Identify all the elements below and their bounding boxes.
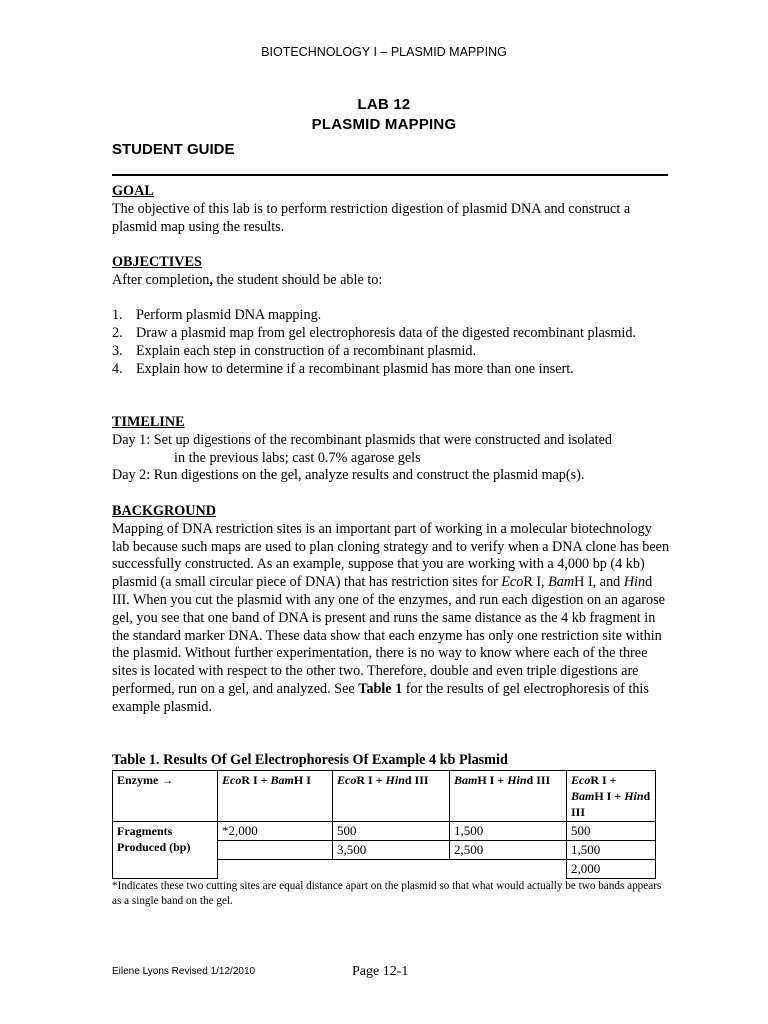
enzyme-text: H I + bbox=[594, 788, 625, 803]
table-cell: 2,000 bbox=[567, 859, 656, 878]
column-header bbox=[333, 770, 450, 821]
table-header-row bbox=[113, 770, 656, 821]
objective-number: 4. bbox=[112, 360, 123, 377]
background-text-5: for the results of gel electrophoresis of this example plasmid. bbox=[112, 680, 649, 715]
objective-text: Draw a plasmid map from gel electrophoresis data of the digested recombinant plasmid. bbox=[136, 325, 636, 342]
enzyme-italic: Eco bbox=[571, 772, 591, 787]
enzyme-bam: Bam bbox=[548, 574, 575, 591]
results-table bbox=[112, 770, 656, 879]
table-cell bbox=[218, 859, 333, 878]
background-text-2: R I, bbox=[523, 574, 549, 591]
enzyme-italic: Bam bbox=[270, 772, 294, 787]
table-cell: 500 bbox=[333, 821, 450, 840]
objective-item bbox=[112, 343, 672, 361]
table-cell bbox=[218, 840, 333, 859]
table-cell: 1,500 bbox=[450, 821, 567, 840]
objective-text: Perform plasmid DNA mapping. bbox=[136, 307, 322, 324]
enzyme-italic: Bam bbox=[454, 772, 478, 787]
lab-title bbox=[0, 95, 768, 135]
row-label: Fragments Produced (bp) bbox=[113, 821, 218, 878]
objectives-list bbox=[112, 307, 672, 378]
table-cell bbox=[333, 859, 450, 878]
enzyme-header: Enzyme → bbox=[113, 770, 218, 821]
timeline-day2: Day 2: Run digestions on the gel, analyze results and construct the plasmid map(s). bbox=[112, 467, 585, 484]
title-divider bbox=[112, 174, 668, 176]
enzyme-text: H I + bbox=[477, 772, 508, 787]
column-header bbox=[218, 770, 333, 821]
objectives-intro bbox=[112, 272, 672, 290]
goal-heading: GOAL bbox=[112, 183, 154, 199]
enzyme-italic: Hin bbox=[385, 772, 405, 787]
objectives-intro-text: After completion bbox=[112, 271, 210, 288]
timeline-day1: Day 1: Set up digestions of the recombinant plasmids that were constructed and isolated bbox=[112, 431, 612, 448]
running-header: BIOTECHNOLOGY I – PLASMID MAPPING bbox=[261, 45, 507, 59]
objective-text: Explain how to determine if a recombinant plasmid has more than one insert. bbox=[136, 360, 574, 377]
enzyme-text: R I + bbox=[590, 772, 617, 787]
objective-number: 2. bbox=[112, 325, 123, 342]
enzyme-hin: Hin bbox=[623, 574, 646, 591]
objective-item bbox=[112, 325, 672, 343]
background-heading: BACKGROUND bbox=[112, 503, 217, 519]
enzyme-text: H I bbox=[293, 772, 311, 787]
background-text-3: H I, and bbox=[574, 574, 624, 591]
objectives-intro-comma: , bbox=[209, 271, 213, 288]
goal-section bbox=[112, 183, 672, 236]
timeline-heading: TIMELINE bbox=[112, 414, 185, 430]
table-cell: 2,500 bbox=[450, 840, 567, 859]
column-header bbox=[567, 770, 656, 821]
lab-name: PLASMID MAPPING bbox=[311, 116, 457, 133]
table-cell bbox=[450, 859, 567, 878]
enzyme-eco: Eco bbox=[501, 574, 524, 591]
objective-item bbox=[112, 361, 672, 379]
objective-number: 3. bbox=[112, 342, 123, 359]
enzyme-text: d III bbox=[404, 772, 429, 787]
table-cell: 3,500 bbox=[333, 840, 450, 859]
enzyme-italic: Bam bbox=[571, 788, 595, 803]
table1-section bbox=[112, 752, 672, 909]
timeline-section bbox=[112, 414, 672, 485]
objective-text: Explain each step in construction of a recombinant plasmid. bbox=[136, 342, 477, 359]
objectives-section bbox=[112, 254, 672, 379]
enzyme-italic: Hin bbox=[507, 772, 527, 787]
footer-author: Eilene Lyons Revised 1/12/2010 bbox=[112, 966, 256, 977]
enzyme-italic: Eco bbox=[222, 772, 242, 787]
enzyme-text: d III bbox=[526, 772, 551, 787]
timeline-day1-cont: in the previous labs; cast 0.7% agarose gels bbox=[174, 449, 421, 466]
background-paragraph bbox=[112, 521, 672, 717]
objective-number: 1. bbox=[112, 307, 123, 324]
page-number: Page 12-1 bbox=[352, 964, 409, 979]
enzyme-text: R I + bbox=[241, 772, 271, 787]
table-cell: 500 bbox=[567, 821, 656, 840]
table-cell: 1,500 bbox=[567, 840, 656, 859]
column-header bbox=[450, 770, 567, 821]
goal-text: The objective of this lab is to perform restriction digestion of plasmid DNA and construct a plasmid map using the results. bbox=[112, 200, 631, 235]
enzyme-italic: Eco bbox=[337, 772, 357, 787]
table-cell: *2,000 bbox=[218, 821, 333, 840]
table-row bbox=[113, 821, 656, 840]
background-text-1: Mapping of DNA restriction sites is an important part of working in a molecular biotechnology lab because such maps are used to plan cloning strategy and to verify when a DNA clone has been successfully constructed. As an example, suppose that you are working with a 4,000 bp (4 kb) plasmid (a small circular piece of DNA) that has restriction sites for bbox=[112, 520, 670, 591]
table-footnote: *Indicates these two cutting sites are equal distance apart on the plasmid so that what would actually be two bands appears as a single band on the gel. bbox=[112, 879, 662, 907]
objectives-intro-rest: the student should be able to: bbox=[212, 271, 383, 288]
enzyme-text: R I + bbox=[356, 772, 386, 787]
background-text-4: d III. When you cut the plasmid with any one of the enzymes, and run each digestion on an agarose gel, you see that one band of DNA is present and runs the same distance as the 4 kb fragment in the standard marker DNA. These data show that each enzyme has only one restriction site within the plasmid. Without further experimentation, there is no way to know where each of the three sites is located with respect to the other two. Therefore, double and even triple digestions are performed, run on a gel, and analyzed. See bbox=[112, 574, 665, 697]
enzyme-text: d III bbox=[571, 788, 651, 819]
student-guide-title: STUDENT GUIDE bbox=[112, 141, 235, 158]
objective-item bbox=[112, 307, 672, 325]
enzyme-italic: Hin bbox=[624, 788, 644, 803]
table-reference: Table 1 bbox=[358, 680, 403, 697]
table-caption: Table 1. Results Of Gel Electrophoresis Of Example 4 kb Plasmid bbox=[112, 752, 508, 768]
lab-number: LAB 12 bbox=[357, 96, 411, 113]
objectives-heading: OBJECTIVES bbox=[112, 254, 202, 270]
background-section bbox=[112, 503, 672, 717]
